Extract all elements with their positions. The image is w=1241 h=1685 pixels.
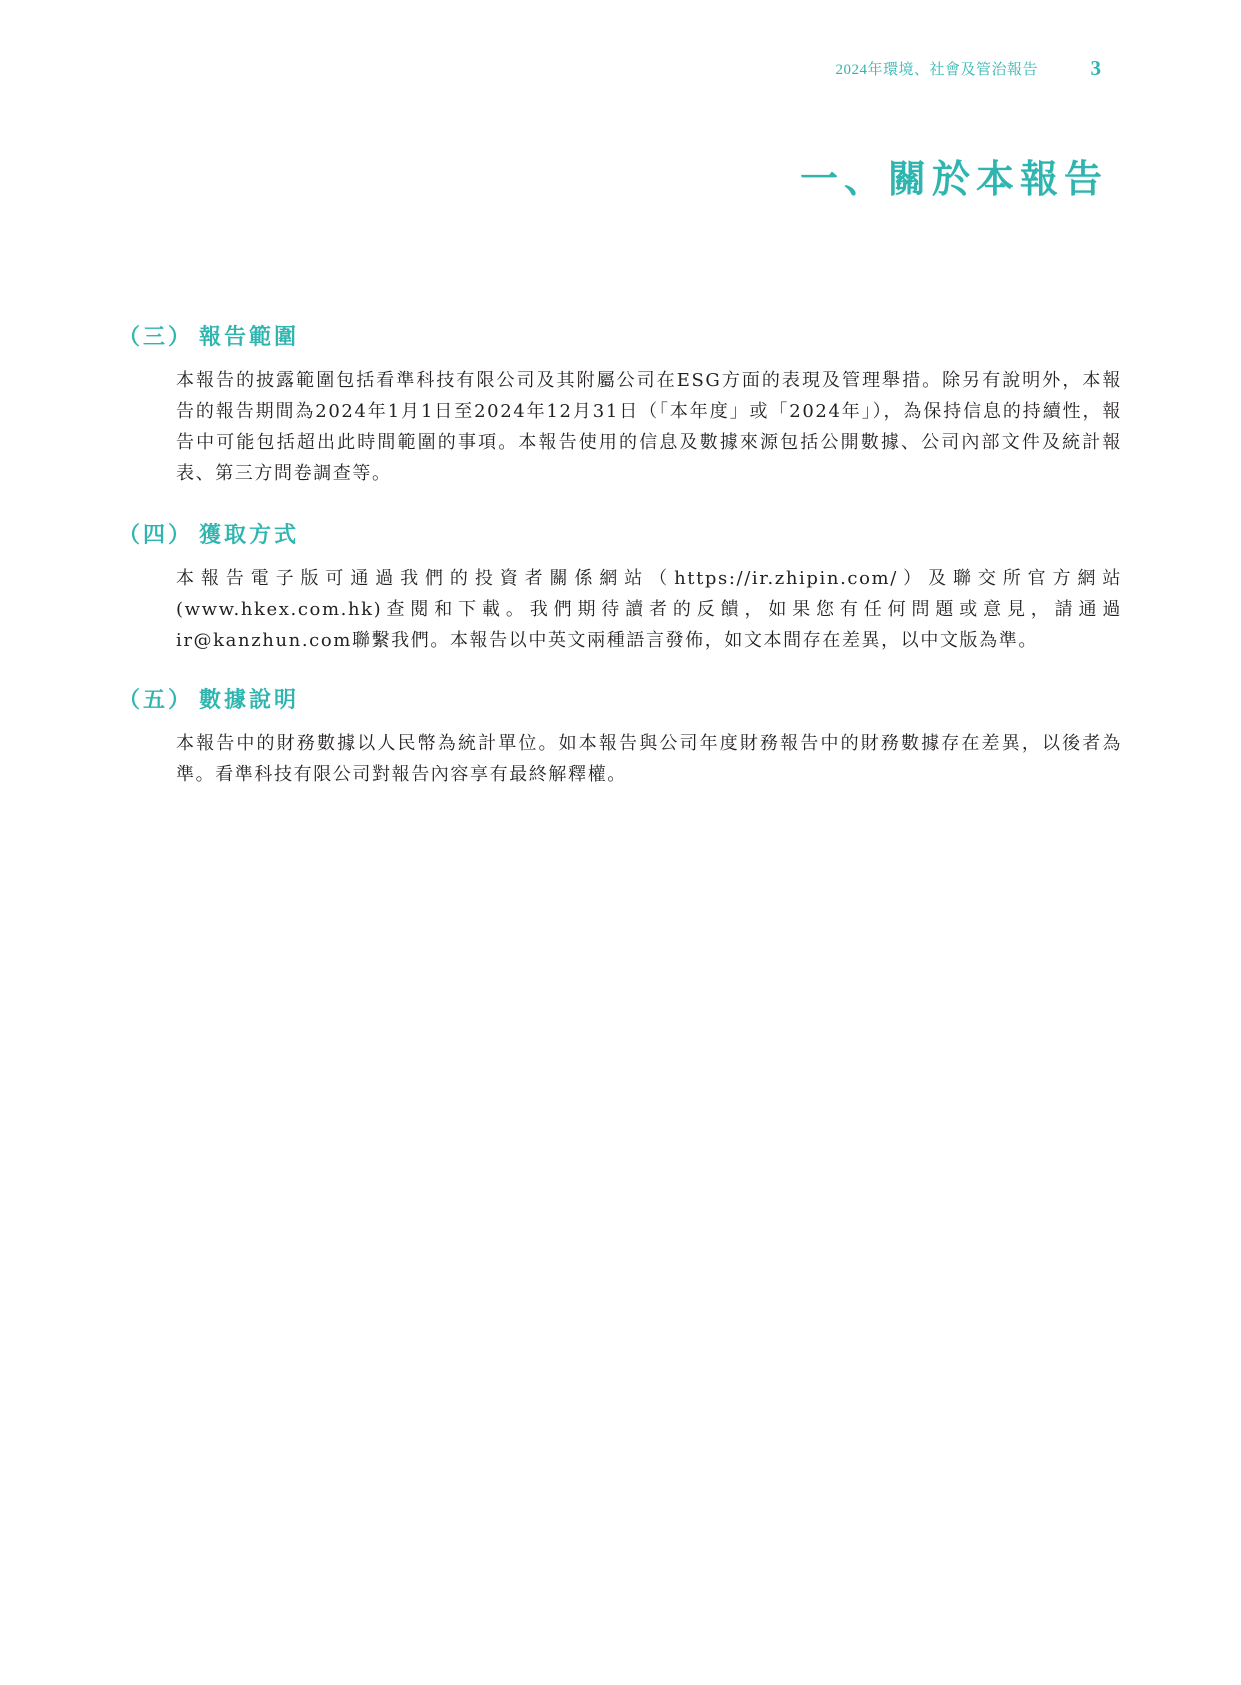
section-number: （五）: [118, 687, 194, 713]
section-data-notes: [118, 683, 1122, 790]
chapter-title: 一、關於本報告: [799, 156, 1108, 201]
section-paragraph: 本報告中的財務數據以人民幣為統計單位。如本報告與公司年度財務報告中的財務數據存在差異，以後者為準。看準科技有限公司對報告內容享有最終解釋權。: [176, 733, 1122, 785]
section-title: 數據說明: [199, 687, 300, 713]
page-number: 3: [1090, 56, 1101, 80]
section-paragraph: 本報告的披露範圍包括看準科技有限公司及其附屬公司在ESG方面的表現及管理舉措。除另有說明外，本報告的報告期間為2024年1月1日至2024年12月31日（「本年度」或「2024年」），為保持信息的持續性，報告中可能包括超出此時間範圍的事項。本報告使用的信息及數據來源包括公開數據、公司內部文件及統計報表、第三方問卷調查等。: [176, 370, 1122, 484]
section-heading: [118, 683, 1118, 714]
section-heading: [118, 320, 1118, 351]
section-number: （三）: [118, 324, 194, 350]
running-header: 2024年環境、社會及管治報告: [835, 62, 1038, 78]
section-number: （四）: [118, 522, 194, 548]
section-access-method: [118, 518, 1122, 656]
section-report-scope: [118, 320, 1122, 489]
section-paragraph: 本報告電子版可通過我們的投資者關係網站（https://ir.zhipin.com/）及聯交所官方網站(www.hkex.com.hk)查閱和下載。我們期待讀者的反饋，如果您有任何問題或意見，請通過ir@kanzhun.com聯繫我們。本報告以中英文兩種語言發佈，如文本間存在差異，以中文版為準。: [176, 568, 1122, 651]
section-heading: [118, 518, 1118, 549]
section-title: 報告範圍: [199, 324, 300, 350]
section-title: 獲取方式: [199, 522, 300, 548]
